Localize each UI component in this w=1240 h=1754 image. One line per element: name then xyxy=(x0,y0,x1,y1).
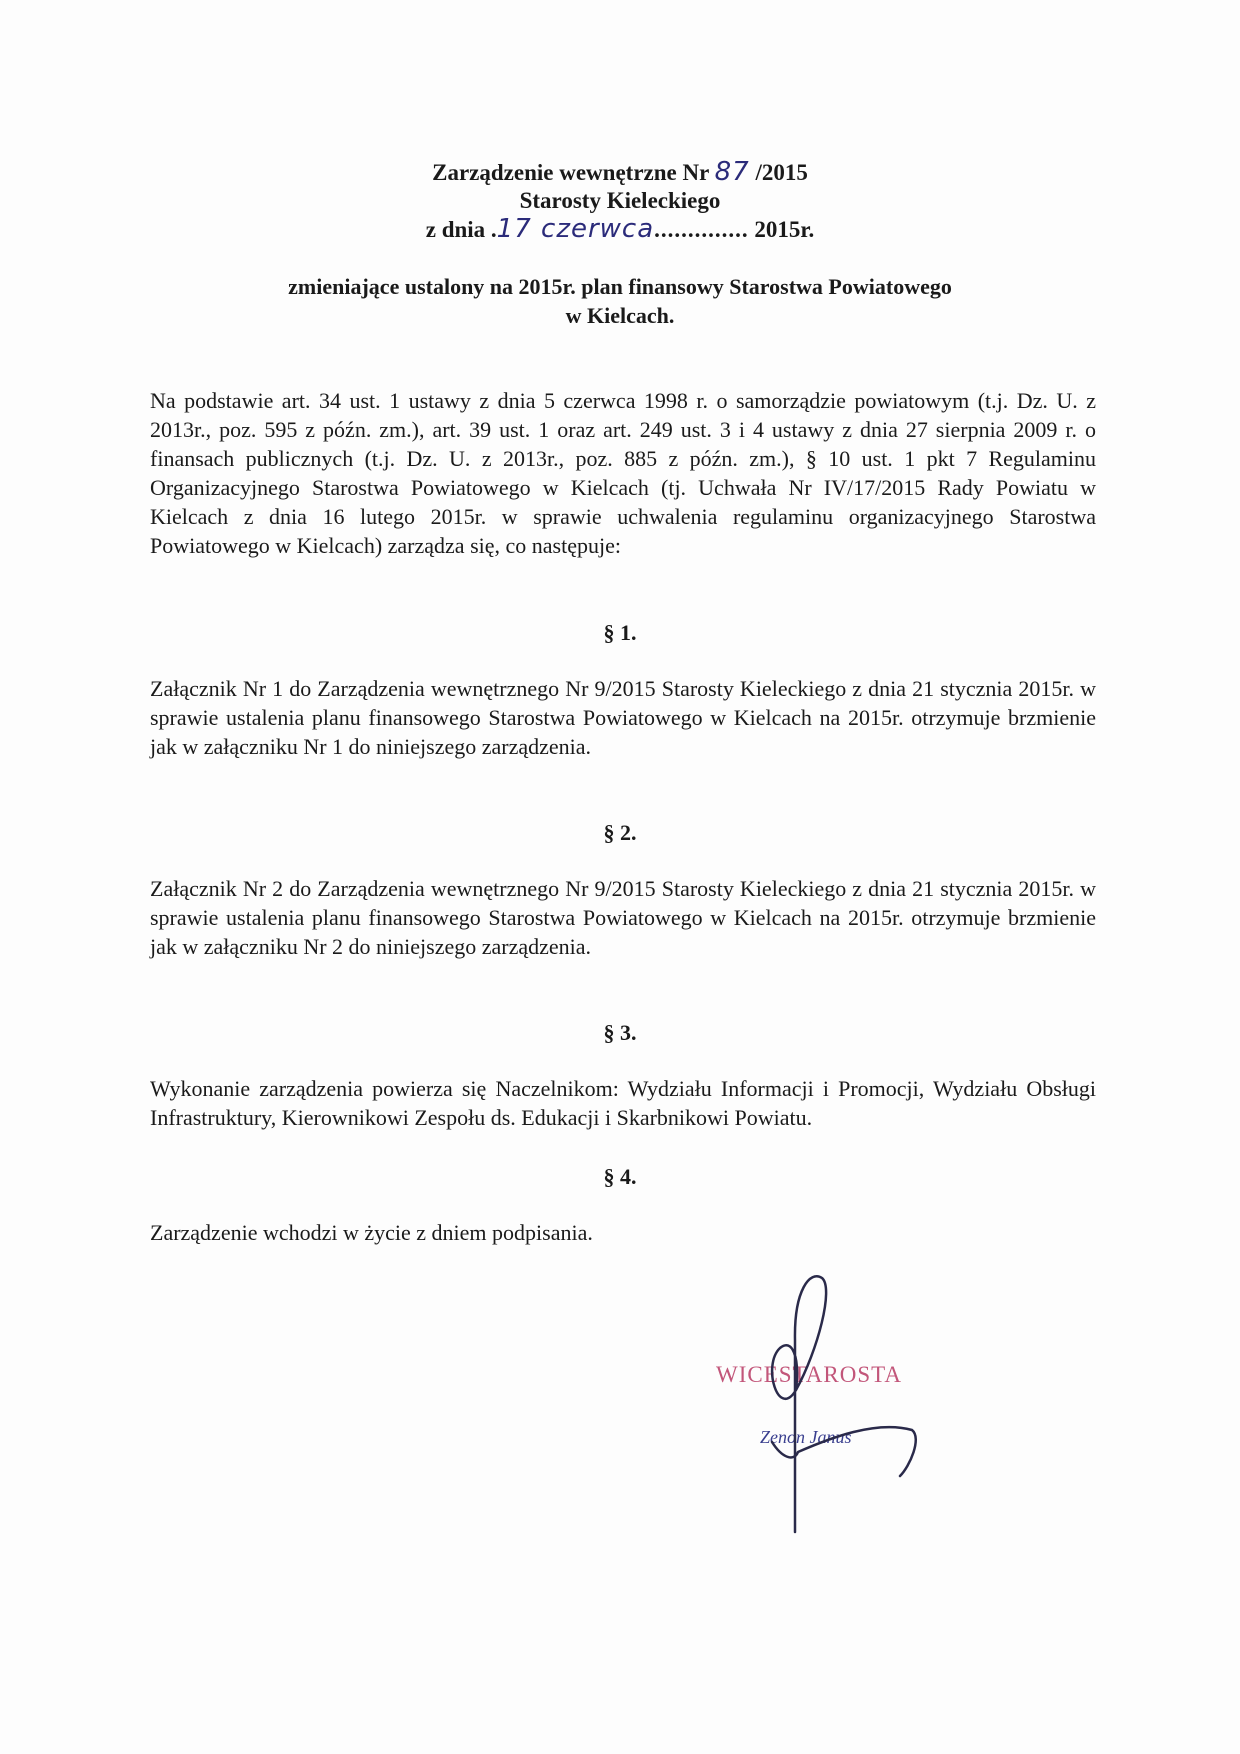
stamp-title: WICESTAROSTA xyxy=(716,1362,902,1387)
preamble-paragraph: Na podstawie art. 34 ust. 1 ustawy z dnia 5 czerwca 1998 r. o samorządzie powiatowym (t.j. Dz. U. z 2013r., poz. 595 z późn. zm.), art. 39 ust. 1 oraz art. 249 ust. 3 i 4 ustawy z dnia 27 sierpnia 2009 r. o finansach publicznych (t.j. Dz. U. z 2013r., poz. 885 z późn. zm.), § 10 ust. 1 pkt 7 Regulaminu Organizacyjnego Starostwa Powiatowego w Kielcach (tj. Uchwała Nr IV/17/2015 Rady Powiatu w Kielcach z dnia 16 lutego 2015r. w sprawie uchwalenia regulaminu organizacyjnego Starostwa Powiatowego w Kielcach) zarządza się, co następuje: xyxy=(150,388,1096,558)
header-title-prefix: Zarządzenie wewnętrzne Nr xyxy=(432,160,715,185)
header-issuer-line: Starosty Kieleckiego xyxy=(519,188,721,213)
section-text-4: Zarządzenie wchodzi w życie z dniem podpisania. xyxy=(150,1220,593,1245)
document-header xyxy=(0,158,1240,244)
section-mark-3: § 3. xyxy=(603,1020,637,1045)
section-text-2: Załącznik Nr 2 do Zarządzenia wewnętrznego Nr 9/2015 Starosty Kieleckiego z dnia 21 stycznia 2015r. w sprawie ustalenia planu finansowego Starostwa Powiatowego w Kielcach na 2015r. otrzymuje brzmienie jak w załączniku Nr 2 do niniejszego zarządzenia. xyxy=(150,876,1096,959)
handwritten-date: 17 czerwca xyxy=(496,214,655,244)
handwritten-number: 87 xyxy=(714,157,750,187)
stamp-name: Zenon Janus xyxy=(760,1427,852,1447)
document-subtitle xyxy=(0,272,1240,330)
section-mark-1: § 1. xyxy=(603,620,637,645)
header-title-line xyxy=(0,158,1240,187)
section-mark-2: § 2. xyxy=(603,820,637,845)
signature-image xyxy=(700,1270,960,1550)
header-date-suffix: 2015r. xyxy=(748,217,815,242)
header-date-line xyxy=(0,215,1240,244)
header-date-dots: .............. xyxy=(654,217,749,242)
section-mark-4: § 4. xyxy=(603,1164,637,1189)
header-title-suffix: /2015 xyxy=(749,160,808,185)
subtitle-line-2: w Kielcach. xyxy=(565,303,675,328)
section-text-3: Wykonanie zarządzenia powierza się Naczelnikom: Wydziału Informacji i Promocji, Wydziału Obsługi Infrastruktury, Kierownikowi Zespołu ds. Edukacji i Skarbnikowi Powiatu. xyxy=(150,1076,1096,1130)
header-date-prefix: z dnia . xyxy=(425,217,497,242)
subtitle-line-1: zmieniające ustalony na 2015r. plan finansowy Starostwa Powiatowego xyxy=(288,274,952,299)
section-text-1: Załącznik Nr 1 do Zarządzenia wewnętrznego Nr 9/2015 Starosty Kieleckiego z dnia 21 stycznia 2015r. w sprawie ustalenia planu finansowego Starostwa Powiatowego w Kielcach na 2015r. otrzymuje brzmienie jak w załączniku Nr 1 do niniejszego zarządzenia. xyxy=(150,676,1096,759)
